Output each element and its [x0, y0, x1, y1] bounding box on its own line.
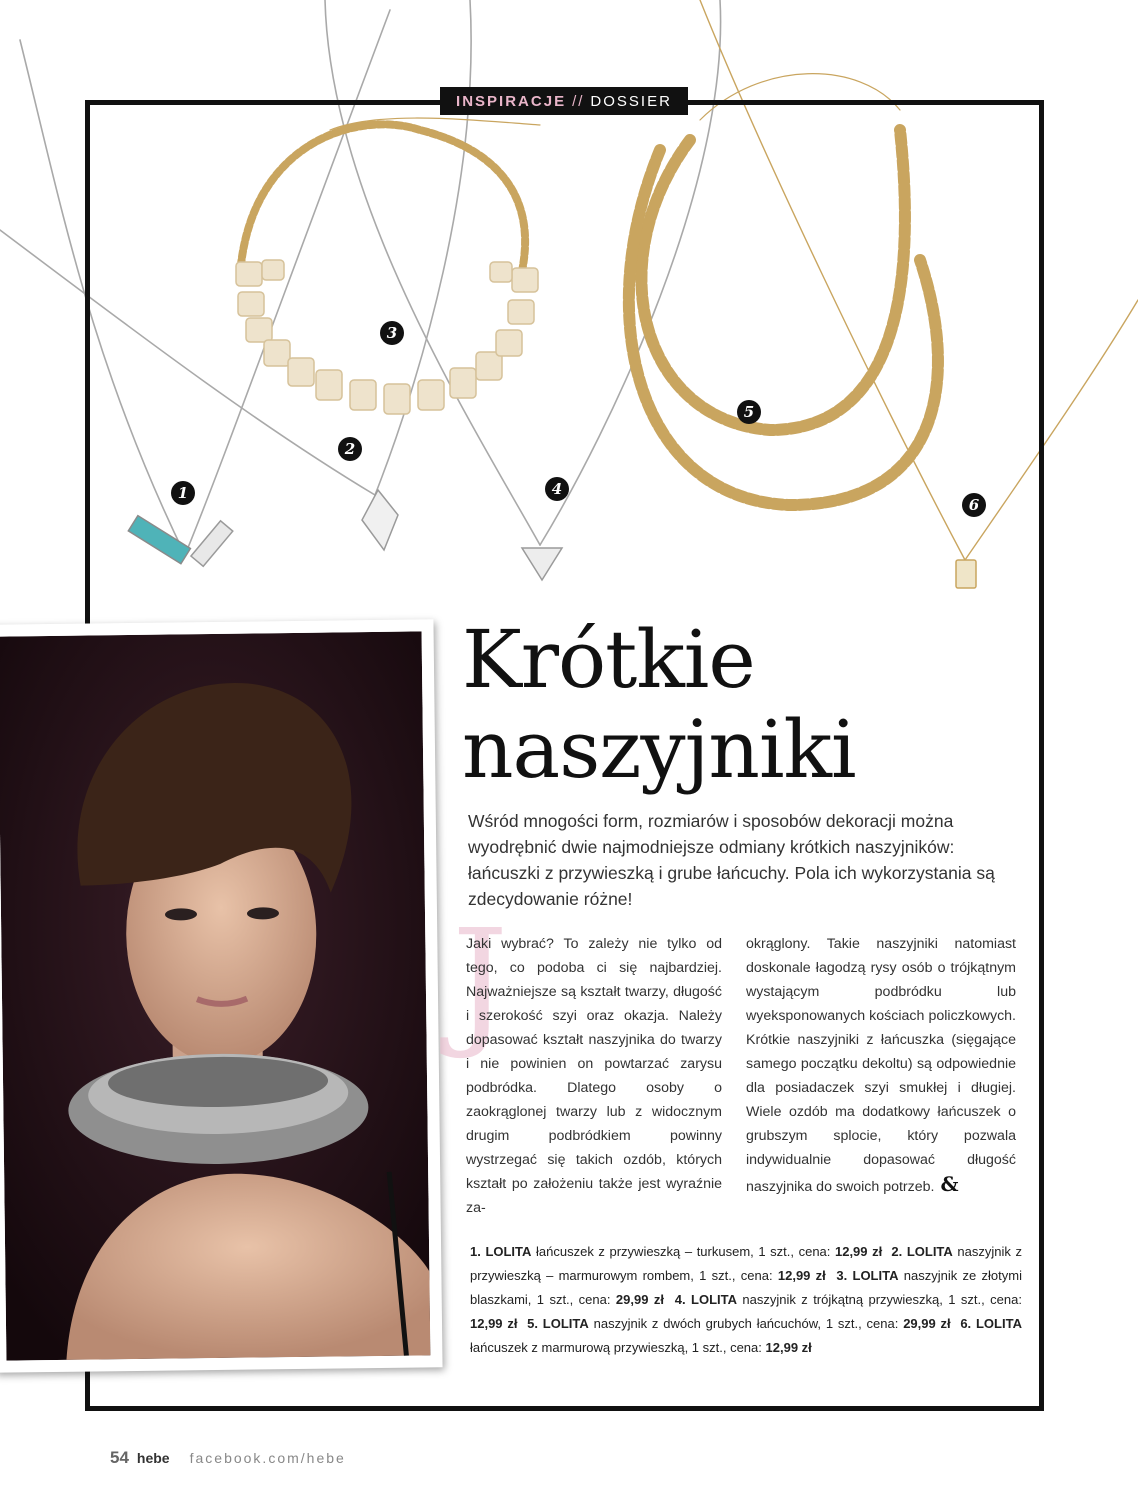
section-tag	[440, 87, 688, 115]
product-item: 1. LOLITA łańcuszek z przywieszką – turkusem, 1 szt., cena: 12,99 zł	[470, 1244, 883, 1259]
body-column-1: Jaki wybrać? To zależy nie tylko od tego, co podoba ci się najbardziej. Najważniejsze są kształt twarzy, długość i szerokość szyi oraz okazja. Należy dopasować kształt naszyjnika do twarzy i nie powinien on powtarzać zarysu podbródka. Dlatego osoby o zaokrąglonej twarzy lub z widocznym drugim podbródkiem powinny wystrzegać się takich ozdób, których kształt po założeniu także jest wyraźnie za-	[466, 936, 722, 1216]
social-link[interactable]: facebook.com/hebe	[189, 1450, 346, 1466]
marker-3: 3	[386, 324, 398, 342]
product-item: 3. LOLITA naszyjnik ze złotymi blaszkami, 1 szt., cena: 29,99 zł	[470, 1268, 1022, 1307]
title-line-2: naszyjniki	[462, 703, 856, 796]
product-item: 6. LOLITA łańcuszek z marmurową przywieszką, 1 szt., cena: 12,99 zł	[470, 1316, 1022, 1355]
page-number: 54	[110, 1448, 129, 1467]
brand-logo: hebe	[136, 1450, 170, 1466]
marker-6: 6	[968, 496, 980, 514]
marker-2: 2	[344, 440, 356, 458]
product-list	[470, 1240, 1022, 1360]
marker-1: 1	[177, 484, 189, 502]
product-item: 4. LOLITA naszyjnik z trójkątną przywieszką, 1 szt., cena: 12,99 zł	[470, 1292, 1022, 1331]
product-item: 2. LOLITA naszyjnik z przywieszką – marmurowym rombem, 1 szt., cena: 12,99 zł	[470, 1244, 1022, 1283]
product-item: 5. LOLITA naszyjnik z dwóch grubych łańcuchów, 1 szt., cena: 29,99 zł	[527, 1316, 951, 1331]
section-separator: //	[572, 92, 585, 110]
section-main: INSPIRACJE	[456, 92, 567, 110]
marker-5: 5	[743, 403, 755, 421]
body-column-2	[746, 932, 1016, 1199]
section-sub: DOSSIER	[590, 92, 672, 110]
article-lead: Wśród mnogości form, rozmiarów i sposobów dekoracji można wyodrębnić dwie najmodniejsze odmiany krótkich naszyjników: łańcuszki z przywieszką i grube łańcuchy. Pola ich wykorzystania są zdecydowanie różne!	[468, 811, 995, 909]
title-line-1: Krótkie	[462, 613, 755, 706]
article-title	[462, 615, 1022, 795]
end-mark: &	[940, 1172, 959, 1196]
body-column-2-text: okrąglony. Takie naszyjniki natomiast doskonale łagodzą rysy osób o trójkątnym wystającym podbródku lub wyeksponowanych kościach policzkowych. Krótkie naszyjniki z łańcuszka (sięgające samego początku dekoltu) są odpowiednie dla posiadaczek szyi smukłej i długiej. Wiele ozdób ma dodatkowy łańcuszek o grubszym splocie, który pozwala indywidualnie dopasować długość naszyjnika do swoich potrzeb.	[746, 936, 1016, 1195]
marker-4: 4	[551, 480, 563, 498]
model-photo-card	[0, 619, 443, 1372]
page-footer	[110, 1448, 346, 1468]
model-photo	[0, 631, 430, 1360]
dropcap: J	[452, 900, 509, 1063]
